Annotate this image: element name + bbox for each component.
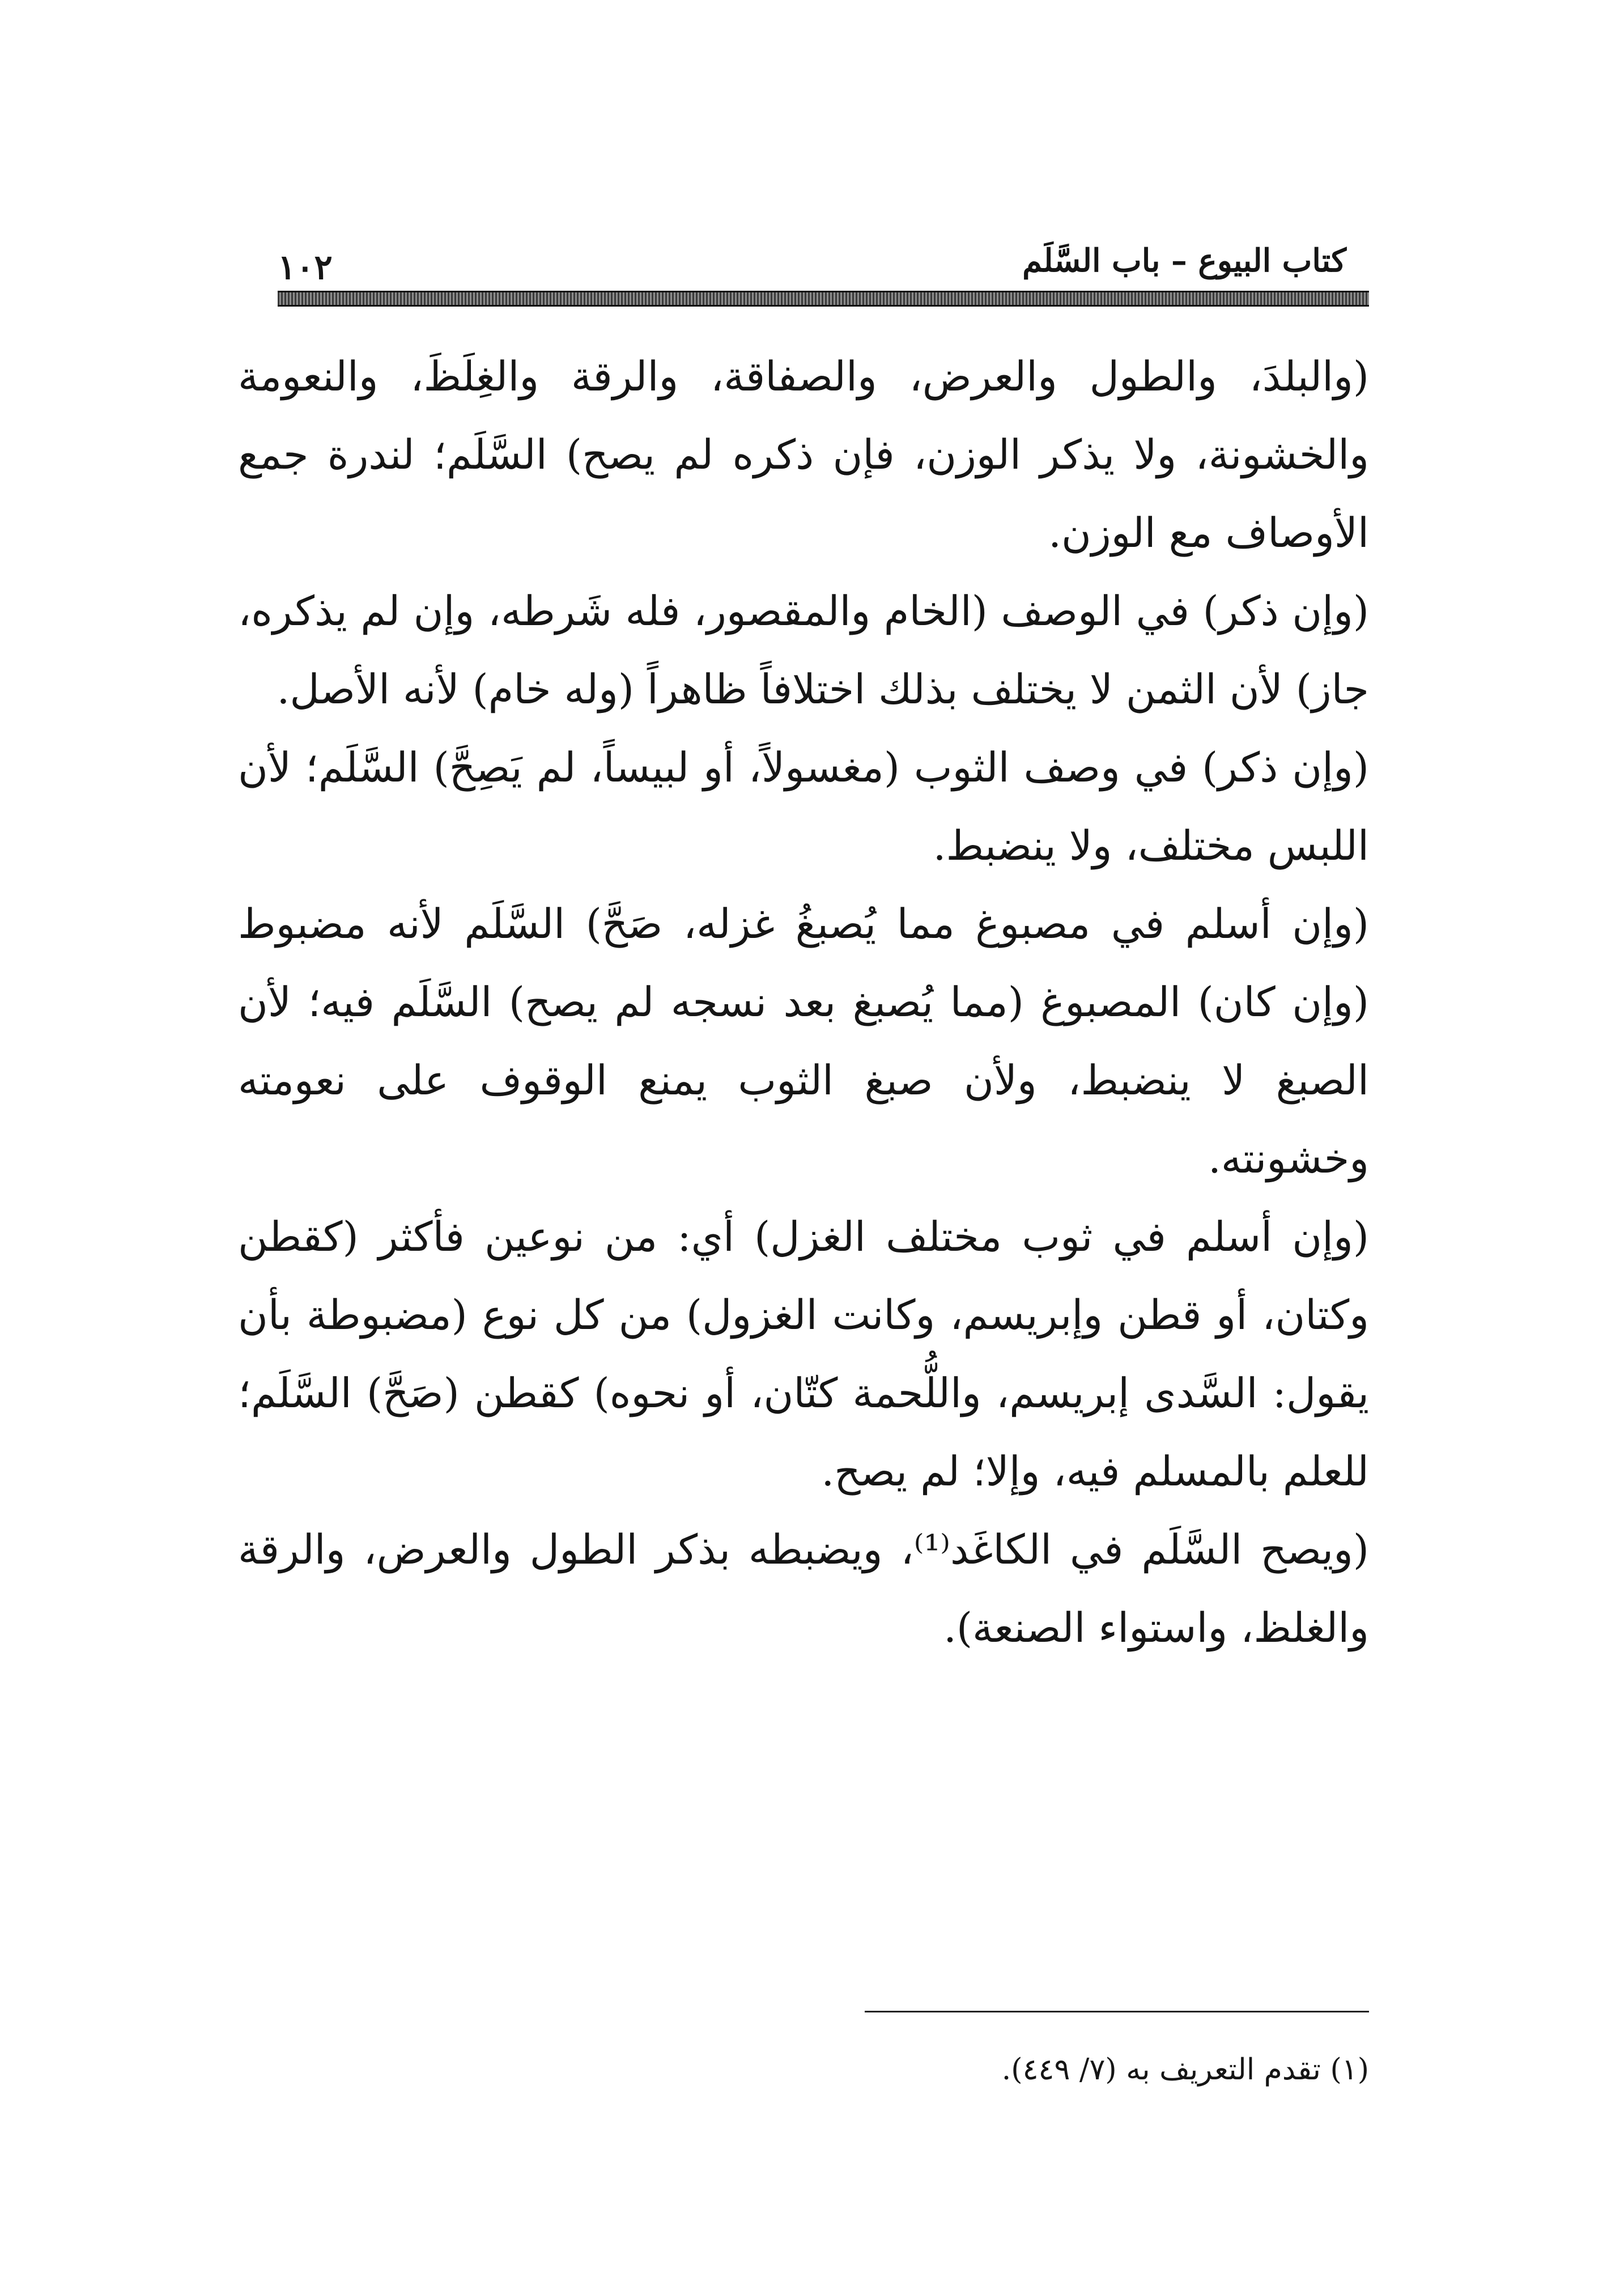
page-header <box>278 238 1346 287</box>
paragraph: (وإن ذكر) في الوصف (الخام والمقصور، فله شَرطه، وإن لم يذكره، جاز) لأن الثمن لا يختلف بذلك اختلافاً ظاهراً (وله خام) لأنه الأصل. <box>238 587 1369 713</box>
page-number: ١٠٢ <box>278 248 333 287</box>
paragraph: (وإن أسلم في مصبوغ مما يُصبغُ غزله، صَحَّ) السَّلَم لأنه مضبوط (وإن كان) المصبوغ (مما يُصبغ بعد نسجه لم يصح) السَّلَم فيه؛ لأن الصبغ لا ينضبط، ولأن صبغ الثوب يمنع الوقوف على نعومته وخشونته. <box>238 900 1369 1182</box>
paragraph: (وإن أسلم في ثوب مختلف الغزل) أي: من نوعين فأكثر (كقطن وكتان، أو قطن وإبريسم، وكانت الغزول) من كل نوع (مضبوطة بأن يقول: السَّدى إبريسم، واللُّحمة كتّان، أو نحوه) كقطن (صَحَّ) السَّلَم؛ للعلم بالمسلم فيه، وإلا؛ لم يصح. <box>238 1213 1370 1495</box>
paragraph: (وإن ذكر) في وصف الثوب (مغسولاً، أو لبيساً، لم يَصِحَّ) السَّلَم؛ لأن اللبس مختلف، ولا ينضبط. <box>238 744 1369 869</box>
paragraph: (والبلدَ، والطول والعرض، والصفاقة، والرقة والغِلَظَ، والنعومة والخشونة، ولا يذكر الوزن، فإن ذكره لم يصح) السَّلَم؛ لندرة جمع الأوصاف مع الوزن. <box>238 353 1369 557</box>
main-text <box>238 337 1369 1667</box>
paragraph: (ويصح السَّلَم في الكاغَد⁽¹⁾، ويضبطه بذكر الطول والعرض، والرقة والغلظ، واستواء الصنعة). <box>238 1526 1369 1651</box>
header-rule <box>278 291 1369 307</box>
header-title: كتاب البيوع – باب السَّلَم <box>1022 242 1346 279</box>
footnote-rule <box>865 2011 1369 2012</box>
footnote: (١) تقدم التعريف به (٧/ ٤٤٩). <box>1001 2053 1369 2087</box>
